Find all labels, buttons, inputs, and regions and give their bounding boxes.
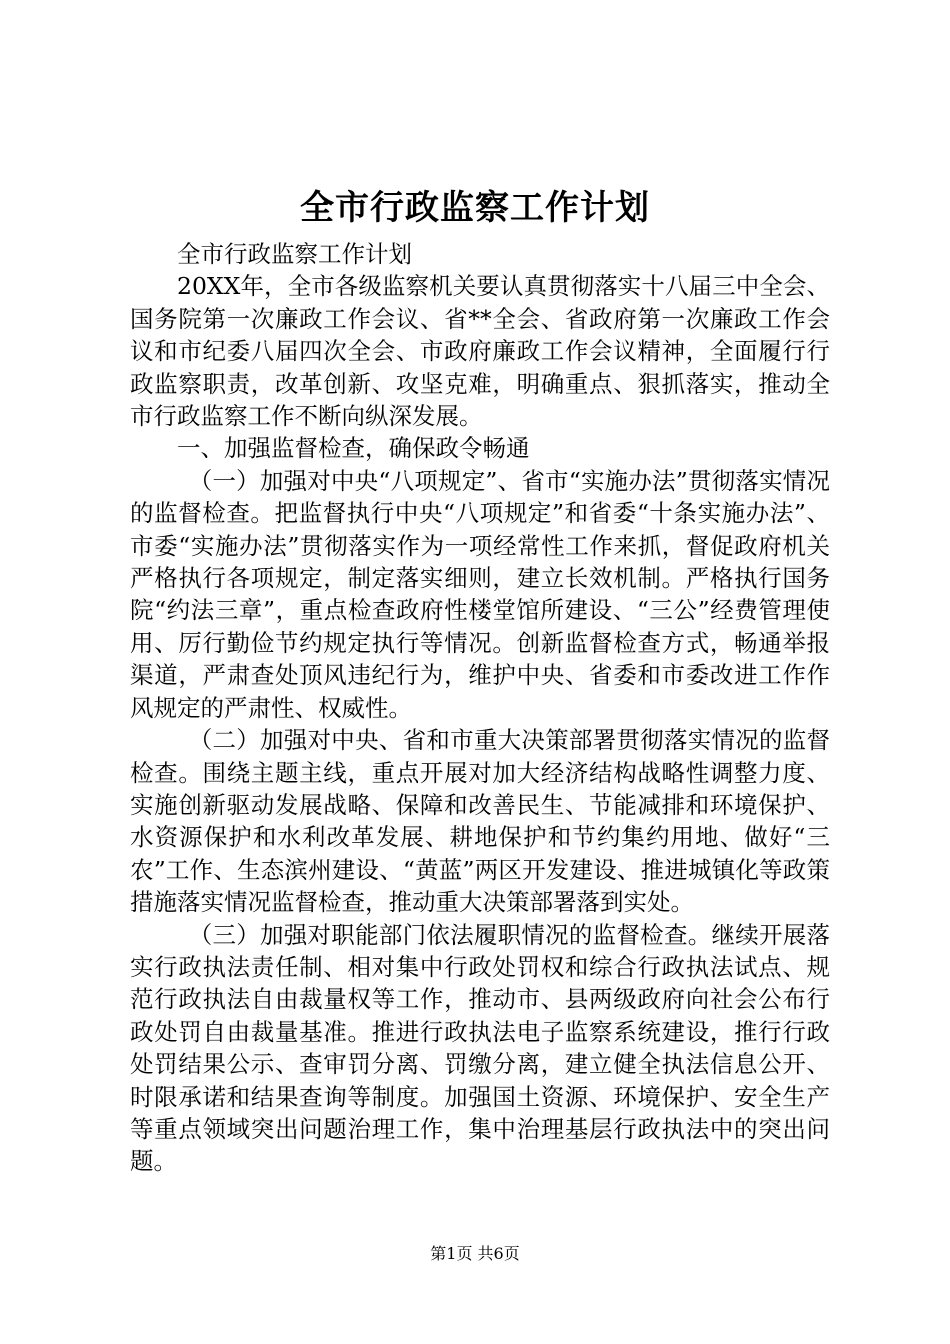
paragraph-item-1: （一）加强对中央“八项规定”、省市“实施办法”贯彻落实情况的监督检查。把监督执行中央“八项规定”和省委“十条实施办法”、市委“实施办法”贯彻落实作为一项经常性工作来抓，督促政府机关严格执行各项规定，制定落实细则，建立长效机制。严格执行国务院“约法三章”，重点检查政府性楼堂馆所建设、“三公”经费管理使用、厉行勤俭节约规定执行等情况。创新监督检查方式，畅通举报渠道，严肃查处顶风违纪行为，维护中央、省委和市委改进工作作风规定的严肃性、权威性。 — [130, 466, 830, 722]
page-number-footer: 第1页 共6页 — [430, 1244, 520, 1263]
paragraph-item-3: （三）加强对职能部门依法履职情况的监督检查。继续开展落实行政执法责任制、相对集中行政处罚权和综合行政执法试点、规范行政执法自由裁量权等工作，推动市、县两级政府向社会公布行政处罚自由裁量基准。推进行政执法电子监察系统建设，推行行政处罚结果公示、查审罚分离、罚缴分离，建立健全执法信息公开、时限承诺和结果查询等制度。加强国土资源、环境保护、安全生产等重点领域突出问题治理工作，集中治理基层行政执法中的突出问题。 — [130, 920, 830, 1176]
section-heading-1: 一、加强监督检查，确保政令畅通 — [177, 434, 530, 463]
paragraph-intro: 20XX年，全市各级监察机关要认真贯彻落实十八届三中全会、国务院第一次廉政工作会议、省**全会、省政府第一次廉政工作会议和市纪委八届四次全会、市政府廉政工作会议精神，全面履行行政监察职责，改革创新、攻坚克难，明确重点、狠抓落实，推动全市行政监察工作不断向纵深发展。 — [130, 272, 830, 431]
paragraph-item-2: （二）加强对中央、省和市重大决策部署贯彻落实情况的监督检查。围绕主题主线，重点开展对加大经济结构战略性调整力度、实施创新驱动发展战略、保障和改善民生、节能减排和环境保护、水资源保护和水利改革发展、耕地保护和节约集约用地、做好“三农”工作、生态滨州建设、“黄蓝”两区开发建设、推进城镇化等政策措施落实情况监督检查，推动重大决策部署落到实处。 — [130, 726, 830, 917]
document-body — [130, 238, 830, 1178]
paragraph-subtitle: 全市行政监察工作计划 — [177, 240, 412, 268]
document-title: 全市行政监察工作计划 — [300, 188, 650, 228]
